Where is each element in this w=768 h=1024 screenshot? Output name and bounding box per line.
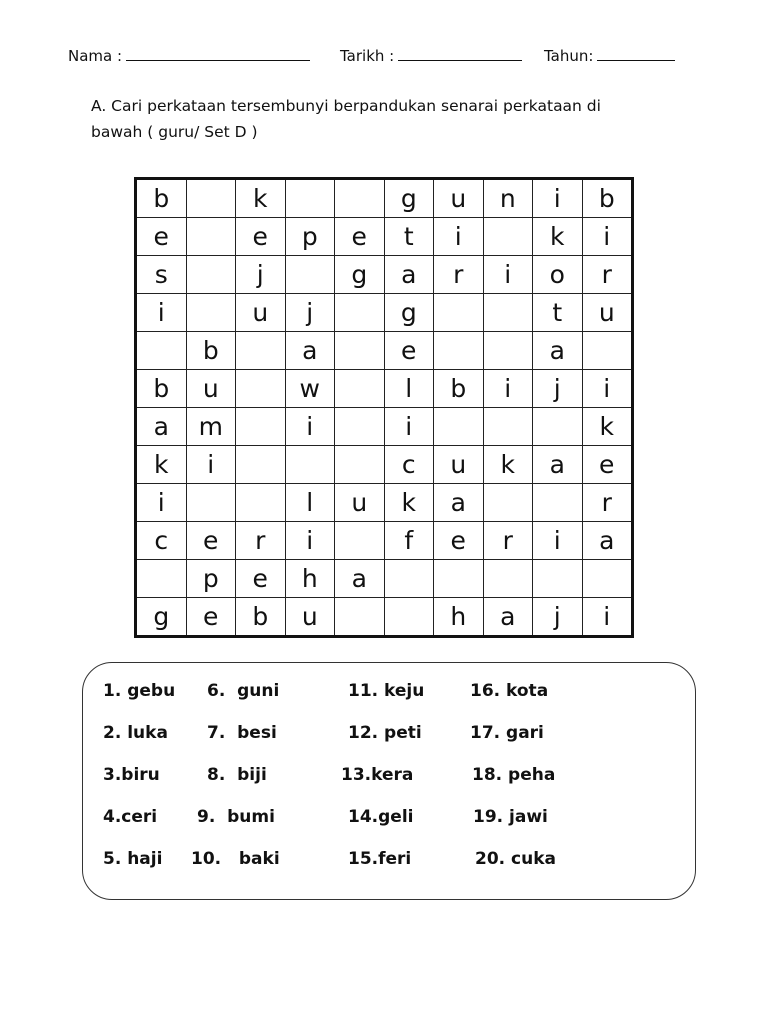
grid-cell[interactable]: i [434, 218, 484, 256]
grid-cell[interactable] [384, 560, 434, 598]
grid-cell[interactable] [186, 294, 236, 332]
grid-cell[interactable] [285, 446, 335, 484]
grid-cell[interactable]: w [285, 370, 335, 408]
grid-cell[interactable]: g [335, 256, 385, 294]
grid-cell[interactable]: e [136, 218, 187, 256]
grid-row [136, 294, 633, 332]
grid-row [136, 370, 633, 408]
grid-cell[interactable]: e [384, 332, 434, 370]
grid-cell[interactable]: h [434, 598, 484, 637]
grid-cell[interactable]: k [384, 484, 434, 522]
instruction [91, 93, 691, 145]
grid-cell[interactable]: u [335, 484, 385, 522]
grid-row [136, 484, 633, 522]
instruction-line-1: A. Cari perkataan tersembunyi berpandukan senarai perkataan di [91, 97, 601, 115]
grid-cell[interactable]: n [483, 179, 533, 218]
word-list-item: 19. jawi [473, 807, 548, 827]
grid-cell[interactable]: k [582, 408, 633, 446]
grid-cell[interactable] [186, 179, 236, 218]
grid-cell[interactable]: i [483, 256, 533, 294]
grid-cell[interactable]: u [285, 598, 335, 637]
grid-cell[interactable]: j [285, 294, 335, 332]
grid-cell[interactable] [186, 218, 236, 256]
grid-row [136, 560, 633, 598]
word-list-item: 7. besi [207, 723, 277, 743]
grid-cell[interactable] [483, 560, 533, 598]
grid-cell[interactable]: j [533, 370, 583, 408]
grid-cell[interactable]: a [483, 598, 533, 637]
word-list-item: 2. luka [103, 723, 168, 743]
word-list-item: 9. bumi [197, 807, 275, 827]
word-list-item: 13.kera [341, 765, 414, 785]
grid-cell[interactable]: i [136, 294, 187, 332]
grid-cell[interactable]: a [136, 408, 187, 446]
grid-cell[interactable]: e [236, 218, 286, 256]
word-list-item: 5. haji [103, 849, 163, 869]
grid-cell[interactable]: i [285, 408, 335, 446]
grid-cell[interactable]: i [533, 179, 583, 218]
grid-cell[interactable] [434, 332, 484, 370]
grid-cell[interactable] [335, 598, 385, 637]
grid-cell[interactable] [582, 332, 633, 370]
tahun-field[interactable] [544, 46, 675, 65]
word-list-item: 11. keju [348, 681, 425, 701]
grid-cell[interactable] [136, 560, 187, 598]
grid-cell[interactable]: e [186, 522, 236, 560]
word-list-item: 1. gebu [103, 681, 176, 701]
grid-cell[interactable]: t [533, 294, 583, 332]
grid-cell[interactable] [236, 408, 286, 446]
grid-row [136, 446, 633, 484]
grid-cell[interactable]: g [384, 294, 434, 332]
grid-cell[interactable]: a [533, 446, 583, 484]
grid-cell[interactable]: i [533, 522, 583, 560]
grid-cell[interactable]: i [582, 218, 633, 256]
grid-cell[interactable] [384, 598, 434, 637]
grid-row [136, 179, 633, 218]
grid-cell[interactable] [335, 179, 385, 218]
word-search-grid [134, 177, 634, 638]
nama-blank[interactable] [126, 46, 310, 61]
grid-cell[interactable]: k [483, 446, 533, 484]
grid-cell[interactable]: l [285, 484, 335, 522]
grid-row [136, 522, 633, 560]
instruction-line-2: bawah ( guru/ Set D ) [91, 123, 258, 141]
grid-row [136, 256, 633, 294]
grid-cell[interactable]: u [434, 179, 484, 218]
grid-cell[interactable]: b [434, 370, 484, 408]
grid-cell[interactable]: r [434, 256, 484, 294]
grid-cell[interactable]: b [582, 179, 633, 218]
grid-cell[interactable]: i [582, 598, 633, 637]
grid-cell[interactable] [335, 522, 385, 560]
grid-cell[interactable] [533, 484, 583, 522]
grid-cell[interactable]: k [236, 179, 286, 218]
grid-cell[interactable]: e [186, 598, 236, 637]
grid-cell[interactable] [533, 408, 583, 446]
grid-cell[interactable]: p [285, 218, 335, 256]
grid-cell[interactable]: j [236, 256, 286, 294]
grid-cell[interactable]: i [136, 484, 187, 522]
grid-cell[interactable]: l [384, 370, 434, 408]
grid-row [136, 218, 633, 256]
grid-cell[interactable]: u [434, 446, 484, 484]
grid-cell[interactable] [236, 484, 286, 522]
grid-cell[interactable] [285, 179, 335, 218]
grid-cell[interactable]: r [483, 522, 533, 560]
grid-cell[interactable]: r [582, 256, 633, 294]
grid-cell[interactable]: r [582, 484, 633, 522]
grid-cell[interactable] [236, 446, 286, 484]
tahun-label: Tahun: [544, 47, 594, 65]
grid-cell[interactable]: c [136, 522, 187, 560]
grid-cell[interactable]: k [533, 218, 583, 256]
grid-cell[interactable]: m [186, 408, 236, 446]
grid-cell[interactable] [434, 294, 484, 332]
grid-cell[interactable] [186, 256, 236, 294]
grid-cell[interactable] [335, 408, 385, 446]
tahun-blank[interactable] [597, 46, 675, 61]
word-list-item: 15.feri [348, 849, 412, 869]
grid-cell[interactable]: o [533, 256, 583, 294]
nama-field[interactable] [68, 46, 310, 65]
tarikh-field[interactable] [340, 46, 522, 65]
grid-cell[interactable]: g [384, 179, 434, 218]
grid-cell[interactable]: e [582, 446, 633, 484]
grid-cell[interactable] [533, 560, 583, 598]
grid-cell[interactable] [186, 484, 236, 522]
grid-cell[interactable] [285, 256, 335, 294]
grid-cell[interactable]: j [533, 598, 583, 637]
word-list-item: 8. biji [207, 765, 267, 785]
grid-cell[interactable] [434, 408, 484, 446]
grid-cell[interactable] [335, 332, 385, 370]
grid-cell[interactable]: c [384, 446, 434, 484]
word-list-item: 17. gari [470, 723, 544, 743]
grid-cell[interactable]: e [236, 560, 286, 598]
grid-cell[interactable]: e [335, 218, 385, 256]
word-list-item: 14.geli [348, 807, 414, 827]
tarikh-blank[interactable] [398, 46, 522, 61]
grid-cell[interactable]: s [136, 256, 187, 294]
word-list-item: 3.biru [103, 765, 160, 785]
word-list-item: 18. peha [472, 765, 556, 785]
grid-cell[interactable] [582, 560, 633, 598]
grid-cell[interactable]: k [136, 446, 187, 484]
grid-cell[interactable]: i [285, 522, 335, 560]
nama-label: Nama : [68, 47, 123, 65]
word-list-item: 16. kota [470, 681, 549, 701]
grid-row [136, 598, 633, 637]
grid-cell[interactable]: u [186, 370, 236, 408]
grid-cell[interactable]: a [285, 332, 335, 370]
grid-cell[interactable]: a [384, 256, 434, 294]
word-list-box [82, 662, 696, 900]
grid-cell[interactable]: t [384, 218, 434, 256]
grid-cell[interactable]: b [186, 332, 236, 370]
grid-cell[interactable]: i [186, 446, 236, 484]
grid-cell[interactable]: e [434, 522, 484, 560]
grid-cell[interactable] [483, 408, 533, 446]
grid-cell[interactable] [335, 446, 385, 484]
grid-cell[interactable]: u [236, 294, 286, 332]
grid-cell[interactable] [335, 370, 385, 408]
grid-cell[interactable] [483, 484, 533, 522]
grid-cell[interactable]: b [136, 179, 187, 218]
grid-cell[interactable]: f [384, 522, 434, 560]
grid-cell[interactable]: a [434, 484, 484, 522]
grid-cell[interactable] [483, 218, 533, 256]
grid-cell[interactable] [483, 294, 533, 332]
grid-cell[interactable]: h [285, 560, 335, 598]
grid-cell[interactable] [434, 560, 484, 598]
grid-cell[interactable]: i [483, 370, 533, 408]
grid-cell[interactable]: u [582, 294, 633, 332]
word-list-item: 4.ceri [103, 807, 158, 827]
word-list-item: 12. peti [348, 723, 422, 743]
grid-cell[interactable]: p [186, 560, 236, 598]
grid-cell[interactable] [483, 332, 533, 370]
tarikh-label: Tarikh : [340, 47, 395, 65]
grid-cell[interactable]: i [384, 408, 434, 446]
word-list-item: 20. cuka [475, 849, 556, 869]
word-list-item: 10. baki [191, 849, 280, 869]
grid-cell[interactable]: r [236, 522, 286, 560]
grid-cell[interactable] [136, 332, 187, 370]
grid-cell[interactable]: a [582, 522, 633, 560]
word-list-item: 6. guni [207, 681, 280, 701]
grid-cell[interactable]: g [136, 598, 187, 637]
grid-cell[interactable]: b [136, 370, 187, 408]
grid-cell[interactable] [236, 332, 286, 370]
grid-cell[interactable]: a [533, 332, 583, 370]
grid-row [136, 332, 633, 370]
grid-cell[interactable] [236, 370, 286, 408]
grid-cell[interactable]: b [236, 598, 286, 637]
grid-cell[interactable]: a [335, 560, 385, 598]
grid-cell[interactable]: i [582, 370, 633, 408]
grid-cell[interactable] [335, 294, 385, 332]
grid-row [136, 408, 633, 446]
